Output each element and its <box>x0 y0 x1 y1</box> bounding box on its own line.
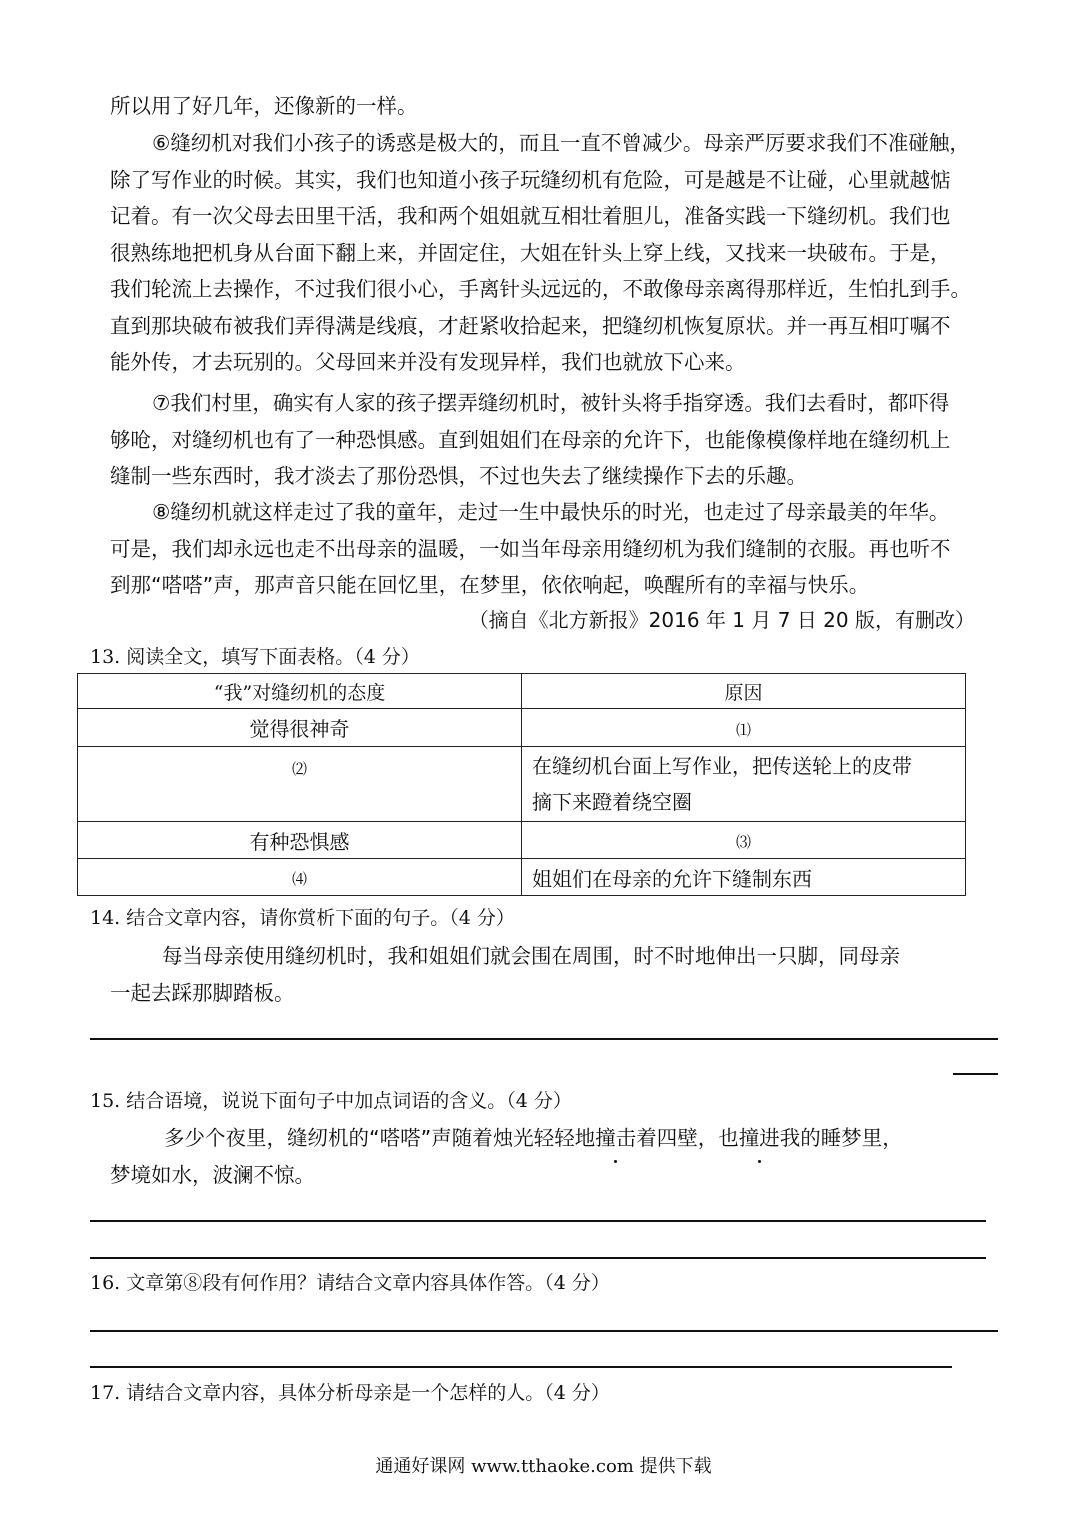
table-row <box>78 747 966 822</box>
answer-line[interactable] <box>90 1330 998 1332</box>
passage-line: 缝制一些东西时，我才淡去了那份恐惧，不过也失去了继续操作下去的乐趣。 <box>110 464 807 488</box>
reason-cell <box>522 747 966 822</box>
source-citation: （摘自《北方新报》2016 年 1 月 7 日 20 版，有删改） <box>468 608 975 632</box>
paragraph-6 <box>110 125 1005 381</box>
table-header-row <box>78 674 966 709</box>
blank-marker: ⑵ <box>291 760 307 778</box>
passage-line: 到那“嗒嗒”声，那声音只能在回忆里，在梦里，依依响起，唤醒所有的幸福与快乐。 <box>110 573 870 597</box>
reason-cell[interactable] <box>522 709 966 747</box>
reason-line: 在缝纫机台面上写作业，把传送轮上的皮带 <box>532 754 912 778</box>
quote-line: 每当母亲使用缝纫机时，我和姐姐们就会围在周围，时不时地伸出一只脚，同母亲 <box>162 944 900 968</box>
passage-line: 很熟练地把机身从台面下翻上来，并固定住，大姐在针头上穿上线，又找来一块破布。于是， <box>110 240 951 265</box>
answer-line[interactable] <box>90 1038 998 1040</box>
table-header-reason: 原因 <box>522 674 966 709</box>
passage-line: ⑦我们村里，确实有人家的孩子摆弄缝纫机时，被针头将手指穿透。我们去看时，都吓得 <box>152 391 950 415</box>
quote-line: 梦境如水，波澜不惊。 <box>110 1163 315 1187</box>
passage-line: ⑥缝纫机对我们小孩子的诱惑是极大的，而且一直不曾减少。母亲严厉要求我们不准碰触， <box>152 131 970 155</box>
quote-line: 一起去踩那脚踏板。 <box>110 981 295 1005</box>
paragraph-7 <box>110 385 1005 495</box>
quote-text: 多少个夜里，缝纫机的“嗒嗒”声随着烛光轻轻地 <box>164 1126 596 1150</box>
table-row <box>78 822 966 859</box>
passage-line: 所以用了好几年，还像新的一样。 <box>110 94 418 118</box>
passage-line: 记着。有一次父母去田里干活，我和两个姐姐就互相壮着胆儿，准备实践一下缝纫机。我们也 <box>110 204 951 228</box>
dotted-word: 撞进 <box>739 1120 780 1157</box>
blank-marker: ⑷ <box>291 870 307 888</box>
attitude-cell[interactable] <box>78 859 522 896</box>
passage-line: 直到那块破布被我们弄得满是线痕，才赶紧收拾起来，把缝纫机恢复原状。并一再互相叮嘱不 <box>110 313 951 338</box>
answer-table <box>77 673 966 896</box>
question-14-prompt: 14. 结合文章内容，请你赏析下面的句子。（4 分） <box>90 907 515 929</box>
attitude-cell: 有种恐惧感 <box>78 822 522 859</box>
answer-line[interactable] <box>953 1073 998 1075</box>
question-15-quote <box>110 1120 1005 1194</box>
blank-marker: ⑶ <box>735 833 751 851</box>
quote-line <box>110 1120 1005 1157</box>
passage-line: ⑧缝纫机就这样走过了我的童年，走过一生中最快乐的时光，也走过了母亲最美的年华。 <box>152 500 950 524</box>
passage-continuation <box>110 88 1005 125</box>
quote-text: 我的睡梦里， <box>779 1126 903 1150</box>
table-row <box>78 859 966 896</box>
page-footer: 通通好课网 www.tthaoke.com 提供下载 <box>375 1456 712 1477</box>
answer-line[interactable] <box>90 1257 986 1259</box>
quote-text: 着四壁，也 <box>636 1126 739 1150</box>
reason-cell[interactable] <box>522 822 966 859</box>
question-14-quote <box>110 938 1005 1012</box>
passage-line: 能外传，才去玩别的。父母回来并没有发现异样，我们也就放下心来。 <box>110 350 746 374</box>
question-17-prompt: 17. 请结合文章内容，具体分析母亲是一个怎样的人。（4 分） <box>90 1382 610 1404</box>
table-header-attitude: “我”对缝纫机的态度 <box>78 674 522 709</box>
passage-line: 除了写作业的时候。其实，我们也知道小孩子玩缝纫机有危险，可是越是不让碰，心里就越惦 <box>110 167 951 192</box>
attitude-cell: 觉得很神奇 <box>78 709 522 747</box>
paragraph-8 <box>110 494 1005 604</box>
passage-line: 够呛，对缝纫机也有了一种恐惧感。直到姐姐们在母亲的允许下，也能像模像样地在缝纫机上 <box>110 427 951 452</box>
table-row <box>78 709 966 747</box>
reason-cell: 姐姐们在母亲的允许下缝制东西 <box>522 859 966 896</box>
answer-line[interactable] <box>90 1220 986 1222</box>
attitude-cell[interactable] <box>78 747 522 822</box>
question-13-prompt: 13. 阅读全文，填写下面表格。（4 分） <box>90 646 420 668</box>
blank-marker: ⑴ <box>735 720 751 739</box>
reason-line: 摘下来蹬着绕空圈 <box>532 790 692 814</box>
dotted-word: 撞击 <box>595 1120 636 1157</box>
question-16-prompt: 16. 文章第⑧段有何作用？请结合文章内容具体作答。（4 分） <box>90 1272 610 1294</box>
passage-line: 我们轮流上去操作，不过我们很小心，手离针头远远的，不敢像母亲离得那样近，生怕扎到手。 <box>110 277 971 301</box>
question-15-prompt: 15. 结合语境，说说下面句子中加点词语的含义。（4 分） <box>90 1090 572 1112</box>
answer-line[interactable] <box>90 1366 952 1368</box>
passage-line: 可是，我们却永远也走不出母亲的温暖，一如当年母亲用缝纫机为我们缝制的衣服。再也听不 <box>110 536 951 561</box>
